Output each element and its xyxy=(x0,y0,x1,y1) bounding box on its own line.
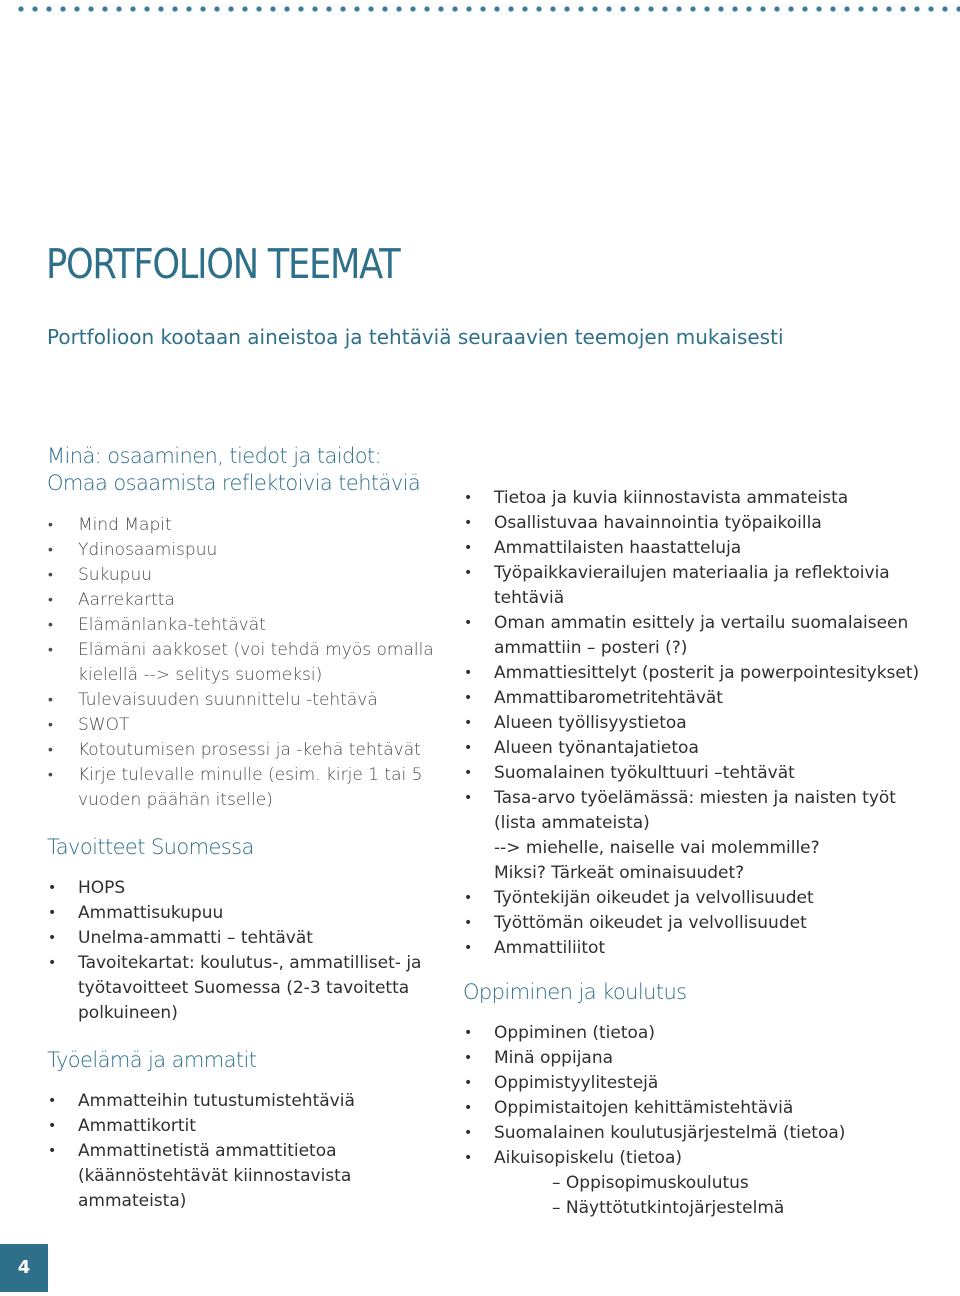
list-item: • Työntekijän oikeudet ja velvollisuudet xyxy=(463,886,943,911)
list-item: • Osallistuvaa havainnointia työpaikoilla xyxy=(463,511,943,536)
list-mina xyxy=(47,513,447,813)
sub-list-item: – Näyttötutkintojärjestelmä xyxy=(552,1198,785,1218)
list-item: • Minä oppijana xyxy=(463,1046,943,1071)
section-heading-line2: Omaa osaamista reflektoivia tehtäviä xyxy=(47,471,421,495)
list-item: • Ammatteihin tutustumistehtäviä xyxy=(47,1089,447,1114)
list-item: • Ammattinetistä ammattitietoa (käännöstehtävät kiinnostavista ammateista) xyxy=(47,1139,447,1214)
left-column xyxy=(47,443,447,1214)
section-heading-oppiminen: Oppiminen ja koulutus xyxy=(463,980,687,1004)
list-item: • Aarrekartta xyxy=(47,588,447,613)
list-item: • Ammattiesittelyt (posterit ja powerpointesitykset) xyxy=(463,661,943,686)
section-heading-mina xyxy=(47,443,447,497)
list-tyoelama xyxy=(47,1089,447,1214)
list-item: • Oppimistyylitestejä xyxy=(463,1071,943,1096)
section-heading-tyoelama: Työelämä ja ammatit xyxy=(47,1048,257,1072)
list-item: • Oppiminen (tietoa) xyxy=(463,1021,943,1046)
list-item: • Unelma-ammatti – tehtävät xyxy=(47,926,447,951)
list-item: • Ammattikortit xyxy=(47,1114,447,1139)
page-title: PORTFOLION TEEMAT xyxy=(46,240,400,288)
page-number-badge: 4 xyxy=(0,1244,48,1292)
tasa-arvo-line3: Miksi? Tärkeät ominaisuudet? xyxy=(494,863,745,883)
list-oppiminen xyxy=(463,1021,943,1171)
list-item: • Suomalainen koulutusjärjestelmä (tietoa) xyxy=(463,1121,943,1146)
list-item: • Oppimistaitojen kehittämistehtäviä xyxy=(463,1096,943,1121)
list-item-tasa-arvo xyxy=(463,786,943,886)
list-item: • Elämäni aakkoset (voi tehdä myös omalla kielellä --> selitys suomeksi) xyxy=(47,638,447,688)
list-tyoelama-continued xyxy=(463,486,943,961)
sub-list-item: – Oppisopimuskoulutus xyxy=(552,1173,749,1193)
list-item: • Työpaikkavierailujen materiaalia ja reflektoivia tehtäviä xyxy=(463,561,943,611)
list-item: • Tietoa ja kuvia kiinnostavista ammateista xyxy=(463,486,943,511)
list-item: • Alueen työllisyystietoa xyxy=(463,711,943,736)
right-column xyxy=(463,486,943,1221)
list-item: • Sukupuu xyxy=(47,563,447,588)
list-item: • HOPS xyxy=(47,876,447,901)
tasa-arvo-line2: --> miehelle, naiselle vai molemmille? xyxy=(494,838,820,858)
list-item: • Mind Mapit xyxy=(47,513,447,538)
list-item: • Ammattiliitot xyxy=(463,936,943,961)
list-item: • Tavoitekartat: koulutus-, ammatilliset- ja työtavoitteet Suomessa (2-3 tavoitetta polkuineen) xyxy=(47,951,447,1026)
section-heading-line1: Minä: osaaminen, tiedot ja taidot: xyxy=(47,444,382,468)
list-item: • Elämänlanka-tehtävät xyxy=(47,613,447,638)
list-item: • Alueen työnantajatietoa xyxy=(463,736,943,761)
list-item: • Aikuisopiskelu (tietoa) xyxy=(463,1146,943,1171)
list-item: • Ydinosaamispuu xyxy=(47,538,447,563)
list-item: • Ammattibarometritehtävät xyxy=(463,686,943,711)
decorative-dot-border xyxy=(14,4,960,14)
list-tavoitteet xyxy=(47,876,447,1026)
tasa-arvo-line1: Tasa-arvo työelämässä: miesten ja naisten työt (lista ammateista) xyxy=(494,788,896,833)
list-item: • Tulevaisuuden suunnittelu -tehtävä xyxy=(47,688,447,713)
list-item: • Suomalainen työkulttuuri –tehtävät xyxy=(463,761,943,786)
section-heading-tavoitteet: Tavoitteet Suomessa xyxy=(47,835,254,859)
list-item: • Kirje tulevalle minulle (esim. kirje 1 tai 5 vuoden päähän itselle) xyxy=(47,763,447,813)
list-item: • Ammattisukupuu xyxy=(47,901,447,926)
page-subtitle: Portfolioon kootaan aineistoa ja tehtäviä seuraavien teemojen mukaisesti xyxy=(47,325,784,349)
list-item: • Kotoutumisen prosessi ja -kehä tehtävät xyxy=(47,738,447,763)
list-item: • Oman ammatin esittely ja vertailu suomalaiseen ammattiin – posteri (?) xyxy=(463,611,943,661)
list-item: • SWOT xyxy=(47,713,447,738)
list-item: • Ammattilaisten haastatteluja xyxy=(463,536,943,561)
list-item: • Työttömän oikeudet ja velvollisuudet xyxy=(463,911,943,936)
